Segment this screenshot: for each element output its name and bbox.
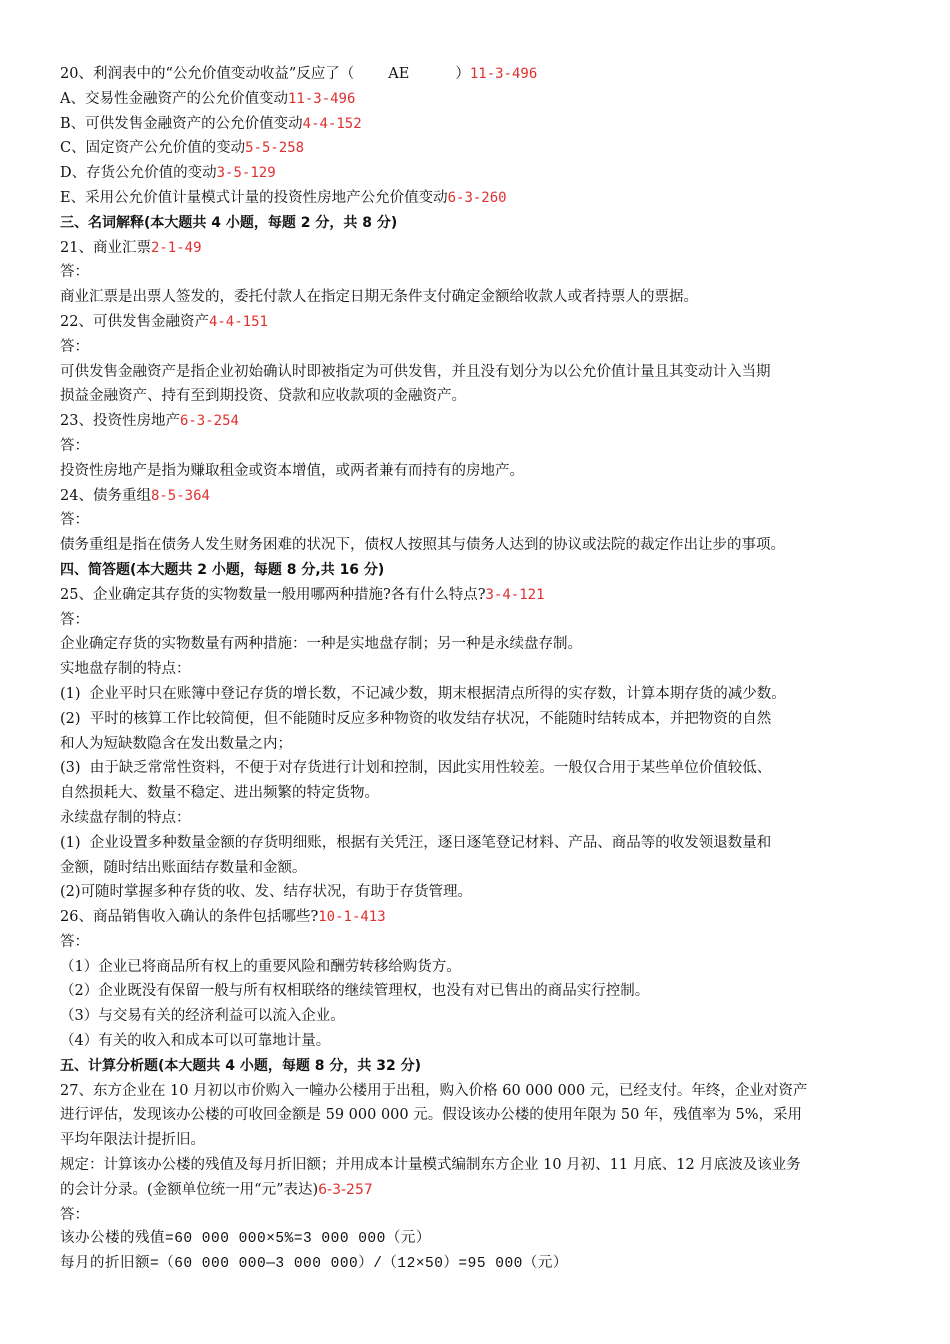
answer-label: 答： — [60, 611, 89, 628]
answer-25-line: (1) 企业平时只在账簿中登记存货的增长数，不记减少数，期末根据清点所得的实存数，计算本期存货的减少数。 — [60, 685, 786, 702]
option-b-text: B、可供发售金融资产的公允价值变动 — [60, 115, 303, 132]
question-20-stem-close: ） — [455, 66, 470, 82]
option-e — [60, 186, 900, 211]
answer-26-line: （1）企业已将商品所有权上的重要风险和酬劳转移给购货方。 — [60, 958, 461, 975]
document-body — [60, 62, 900, 1277]
answer-25-line: 永续盘存制的特点： — [60, 809, 191, 826]
option-d-ref: 3-5-129 — [216, 165, 276, 182]
answer-25-line: 金额，随时结出账面结存数量和金额。 — [60, 859, 307, 876]
answer-21-line: 商业汇票是出票人签发的，委托付款人在指定日期无条件支付确定金额给收款人或者持票人的票据。 — [60, 289, 698, 306]
option-c-ref: 5-5-258 — [245, 140, 305, 157]
answer-25-line: 企业确定存货的实物数量有两种措施：一种是实地盘存制；另一种是永续盘存制。 — [60, 636, 582, 653]
answer-25-line: (2)可随时掌握多种存货的收、发、结存状况，有助于存货管理。 — [60, 884, 473, 901]
option-b-ref: 4-4-152 — [302, 115, 362, 132]
question-24-text: 24、债务重组 — [60, 487, 151, 504]
question-20 — [60, 62, 900, 87]
question-20-answer: AE — [388, 66, 410, 82]
section-4-heading: 四、简答题(本大题共 2 小题，每题 8 分,共 16 分) — [60, 561, 385, 578]
answer-25-line: 和人为短缺数隐含在发出数量之内； — [60, 735, 292, 752]
question-27-line: 规定：计算该办公楼的残值及每月折旧额；并用成本计量模式编制东方企业 10 月初、11 月底、12 月底波及该业务 — [60, 1157, 801, 1174]
option-a — [60, 87, 900, 112]
question-26-text: 26、商品销售收入确认的条件包括哪些? — [60, 909, 319, 926]
question-27-last-line — [60, 1178, 900, 1203]
question-26 — [60, 905, 900, 930]
question-21-text: 21、商业汇票 — [60, 239, 151, 256]
question-25 — [60, 583, 900, 608]
question-23-ref: 6-3-254 — [179, 413, 239, 430]
question-21 — [60, 236, 900, 261]
question-21-ref: 2-1-49 — [150, 239, 202, 256]
calc-residual-value: 该办公楼的残值=60 000 000×5%=3 000 000（元） — [60, 1231, 431, 1248]
question-24 — [60, 484, 900, 509]
option-d-text: D、存货公允价值的变动 — [60, 165, 217, 182]
question-25-text: 25、企业确定其存货的实物数量一般用哪两种措施?各有什么特点? — [60, 586, 486, 603]
question-27-last-text: 的会计分录。(金额单位统一用“元”表达) — [60, 1181, 319, 1198]
answer-22-line: 损益金融资产、持有至到期投资、贷款和应收款项的金融资产。 — [60, 388, 466, 405]
question-24-ref: 8-5-364 — [150, 487, 210, 504]
section-5-heading: 五、计算分析题(本大题共 4 小题，每题 8 分，共 32 分) — [60, 1057, 422, 1074]
option-b — [60, 112, 900, 137]
question-27-line: 进行评估，发现该办公楼的可收回金额是 59 000 000 元。假设该办公楼的使用年限为 50 年，残值率为 5%，采用 — [60, 1107, 803, 1124]
answer-label: 答： — [60, 437, 89, 454]
answer-25-line: 自然损耗大、数量不稳定、进出频繁的特定货物。 — [60, 785, 379, 802]
option-c — [60, 136, 900, 161]
answer-26-line: （3）与交易有关的经济利益可以流入企业。 — [60, 1008, 345, 1025]
question-27-line: 27、东方企业在 10 月初以市价购入一幢办公楼用于出租，购入价格 60 000 000 元，已经支付。年终，企业对资产 — [60, 1082, 808, 1099]
option-e-text: E、采用公允价值计量模式计量的投资性房地产公允价值变动 — [60, 189, 448, 206]
question-20-stem: 20、利润表中的“公允价值变动收益”反应了（ — [60, 66, 355, 82]
answer-25-line: 实地盘存制的特点： — [60, 661, 191, 678]
question-25-ref: 3-4-121 — [485, 586, 545, 603]
question-27-line: 平均年限法计提折旧。 — [60, 1132, 205, 1149]
answer-label: 答： — [60, 264, 89, 281]
question-22-ref: 4-4-151 — [208, 313, 268, 330]
question-22 — [60, 310, 900, 335]
answer-label: 答： — [60, 933, 89, 950]
option-c-text: C、固定资产公允价值的变动 — [60, 140, 246, 157]
answer-24-line: 债务重组是指在债务人发生财务困难的状况下，债权人按照其与债务人达到的协议或法院的裁定作出让步的事项。 — [60, 537, 785, 554]
answer-25-line: (1) 企业设置多种数量金额的存货明细账，根据有关凭汪，逐日逐笔登记材料、产品、商品等的收发领退数量和 — [60, 834, 772, 851]
question-27-ref: 6-3-257 — [318, 1181, 373, 1198]
question-22-text: 22、可供发售金融资产 — [60, 313, 209, 330]
answer-label: 答： — [60, 512, 89, 529]
option-a-ref: 11-3-496 — [287, 90, 356, 107]
answer-25-line: (2) 平时的核算工作比较简便，但不能随时反应多种物资的收发结存状况，不能随时结转成本，并把物资的自然 — [60, 710, 772, 727]
option-e-ref: 6-3-260 — [447, 189, 507, 206]
answer-26-line: （2）企业既没有保留一般与所有权相联络的继续管理权，也没有对已售出的商品实行控制。 — [60, 983, 650, 1000]
answer-23-line: 投资性房地产是指为赚取租金或资本增值，或两者兼有而持有的房地产。 — [60, 462, 524, 479]
question-20-ref: 11-3-496 — [469, 66, 538, 82]
question-26-ref: 10-1-413 — [318, 909, 386, 926]
calc-monthly-depreciation: 每月的折旧额=（60 000 000—3 000 000）/（12×50）=95 000（元） — [60, 1256, 568, 1273]
option-a-text: A、交易性金融资产的公允价值变动 — [60, 90, 288, 107]
question-23-text: 23、投资性房地产 — [60, 413, 180, 430]
question-23 — [60, 409, 900, 434]
answer-25-line: (3) 由于缺乏常常性资料，不便于对存货进行计划和控制，因此实用性较差。一般仅合用于某些单位价值较低、 — [60, 760, 772, 777]
answer-label: 答： — [60, 338, 89, 355]
section-3-heading: 三、名词解释(本大题共 4 小题，每题 2 分，共 8 分) — [60, 214, 398, 231]
option-d — [60, 161, 900, 186]
answer-22-line: 可供发售金融资产是指企业初始确认时即被指定为可供发售，并且没有划分为以公允价值计量且其变动计入当期 — [60, 363, 771, 380]
answer-26-line: （4）有关的收入和成本可以可靠地计量。 — [60, 1033, 331, 1050]
answer-label: 答： — [60, 1206, 89, 1223]
